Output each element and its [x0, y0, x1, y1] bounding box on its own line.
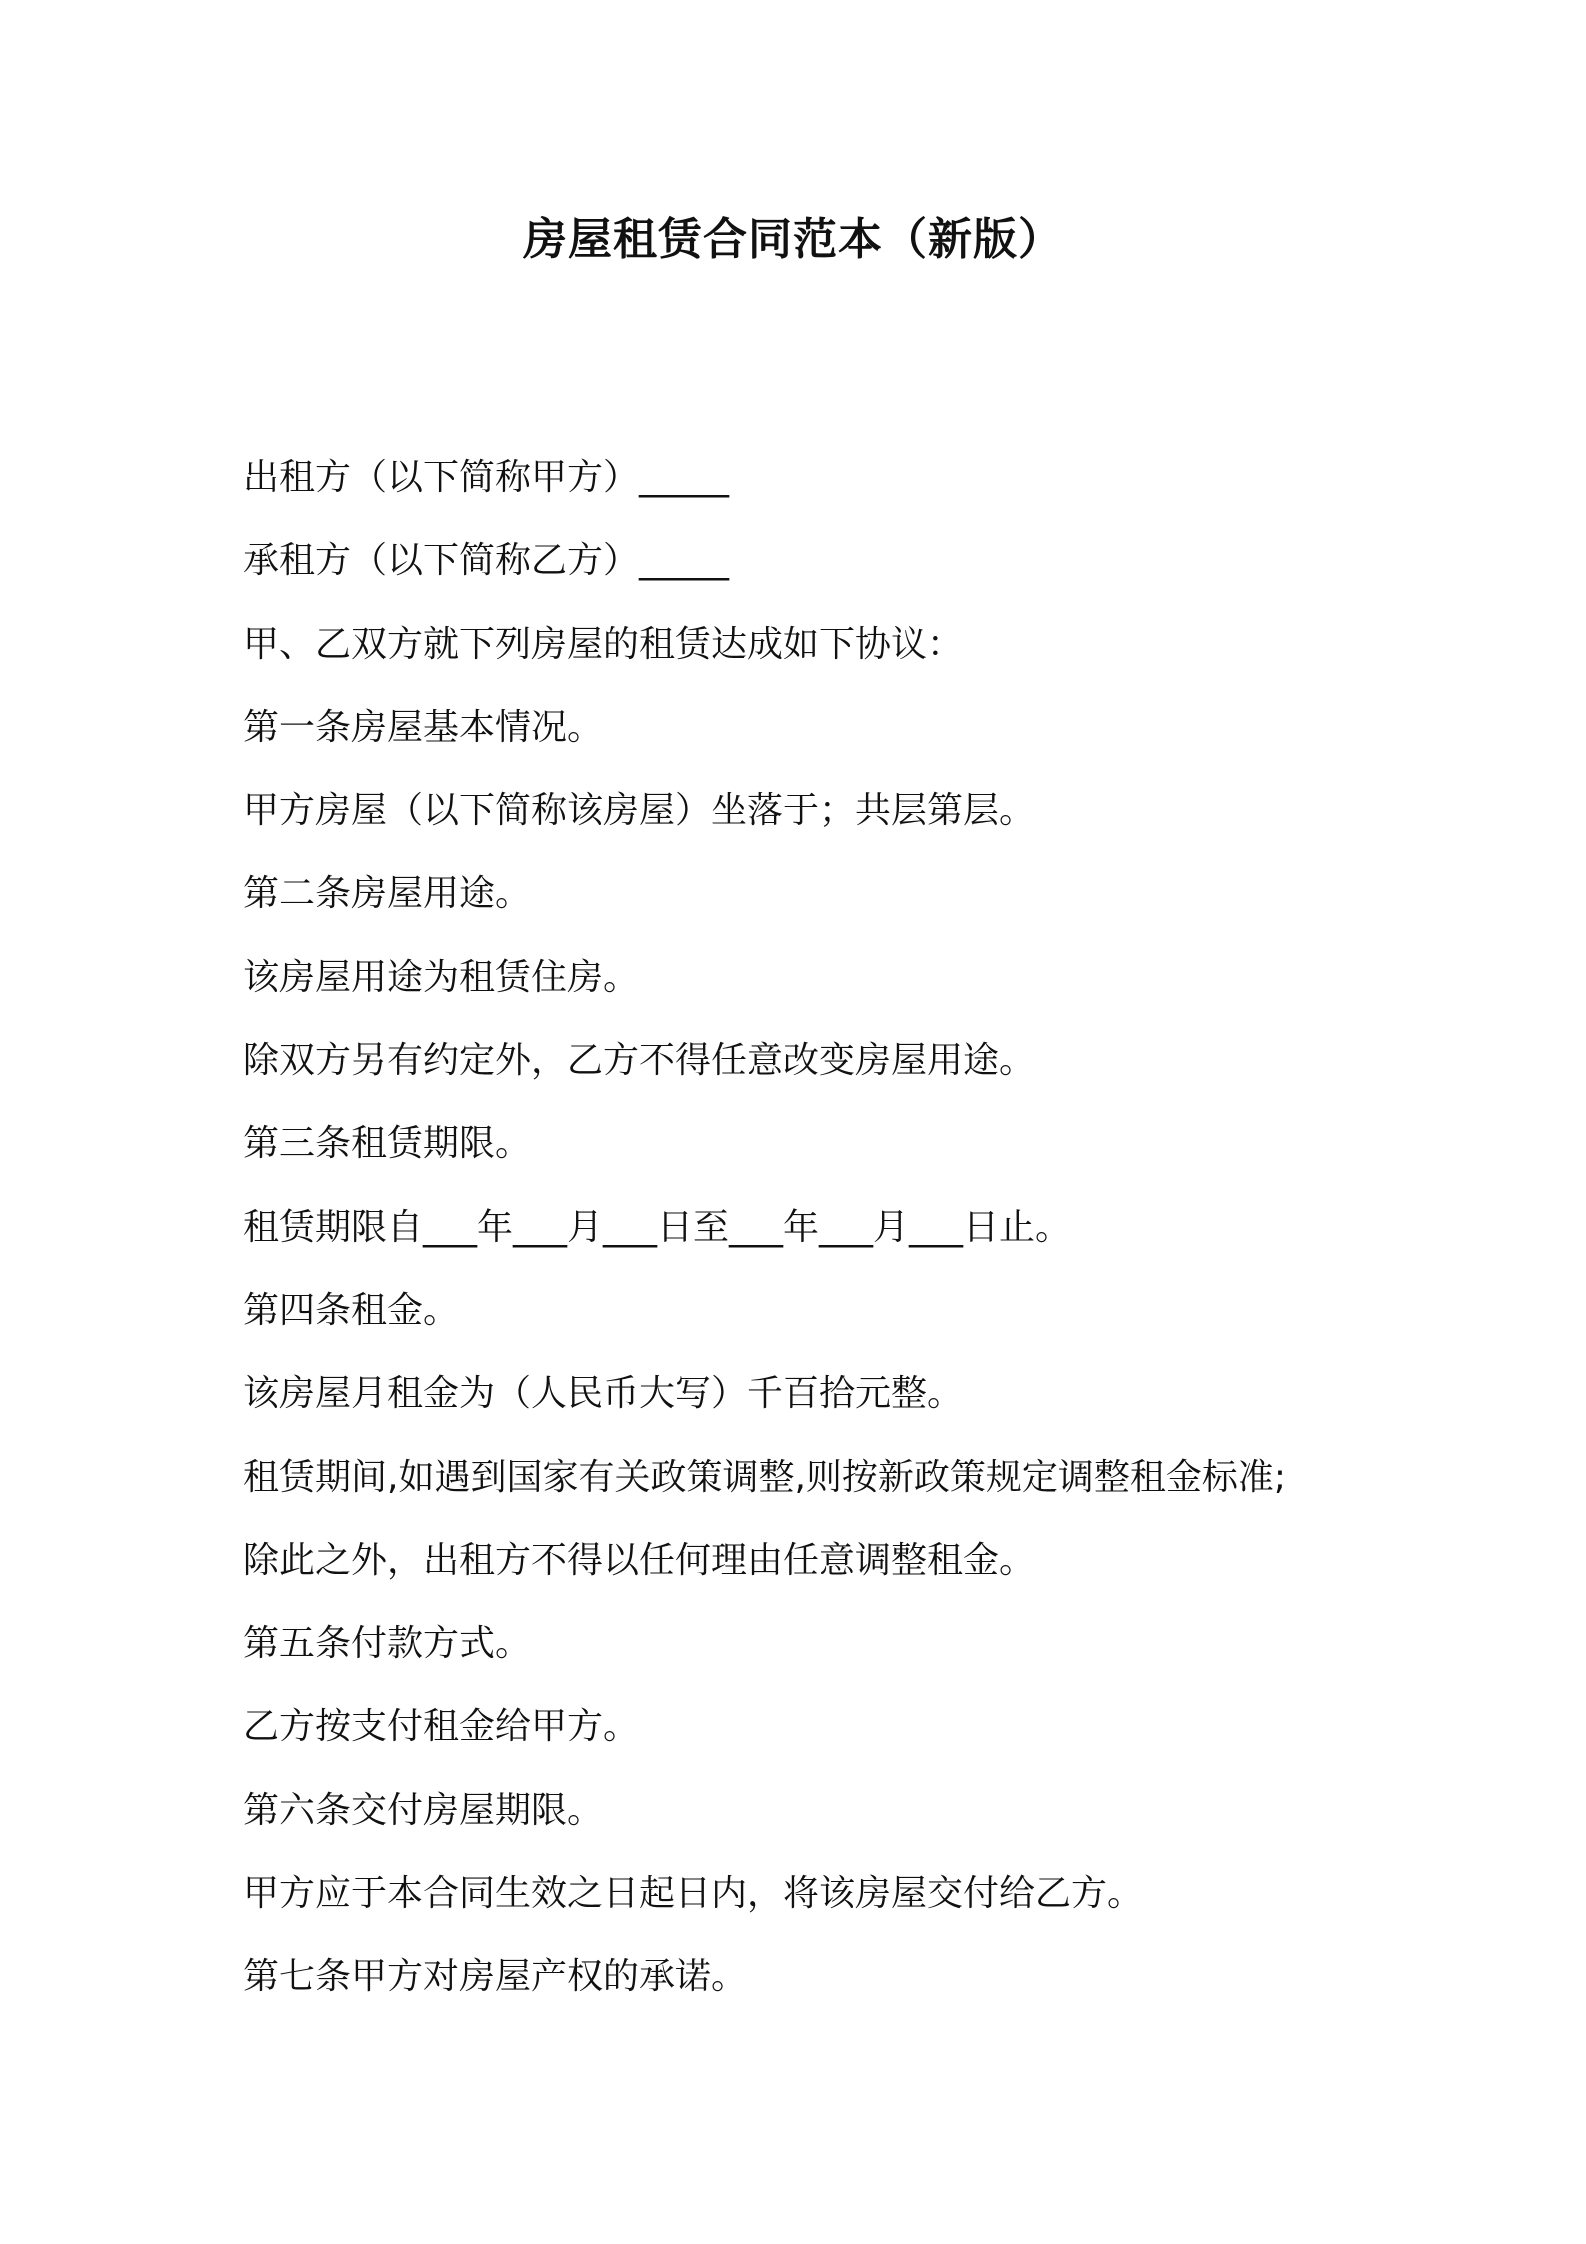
contract-line: 出租方（以下简称甲方）_____	[243, 457, 730, 498]
contract-line: 第五条付款方式。	[243, 1623, 532, 1665]
contract-line: 第二条房屋用途。	[243, 873, 532, 915]
document-title: 房屋租赁合同范本（新版）	[523, 214, 1063, 265]
contract-line: 该房屋用途为租赁住房。	[243, 956, 640, 998]
contract-line: 租赁期间,如遇到国家有关政策调整,则按新政策规定调整租金标准;	[243, 1456, 1287, 1498]
contract-line: 第六条交付房屋期限。	[243, 1789, 604, 1831]
contract-line: 甲方应于本合同生效之日起日内，将该房屋交付给乙方。	[243, 1873, 1144, 1915]
contract-line: 该房屋月租金为（人民币大写）千百拾元整。	[243, 1373, 964, 1415]
contract-line: 乙方按支付租金给甲方。	[243, 1706, 640, 1748]
contract-line: 除双方另有约定外，乙方不得任意改变房屋用途。	[243, 1040, 1036, 1082]
contract-line: 第一条房屋基本情况。	[243, 706, 604, 748]
contract-line: 甲、乙双方就下列房屋的租赁达成如下协议：	[243, 623, 964, 665]
contract-line: 甲方房屋（以下简称该房屋）坐落于；共层第层。	[243, 790, 1036, 832]
contract-body	[243, 448, 1443, 2031]
contract-line: 第七条甲方对房屋产权的承诺。	[243, 1956, 748, 1998]
contract-line: 租赁期限自___年___月___日至___年___月___日止。	[243, 1206, 1072, 1248]
contract-line: 第四条租金。	[243, 1289, 460, 1331]
contract-line: 除此之外，出租方不得以任何理由任意调整租金。	[243, 1539, 1036, 1581]
contract-line: 承租方（以下简称乙方）_____	[243, 540, 730, 582]
contract-line: 第三条租赁期限。	[243, 1123, 532, 1165]
